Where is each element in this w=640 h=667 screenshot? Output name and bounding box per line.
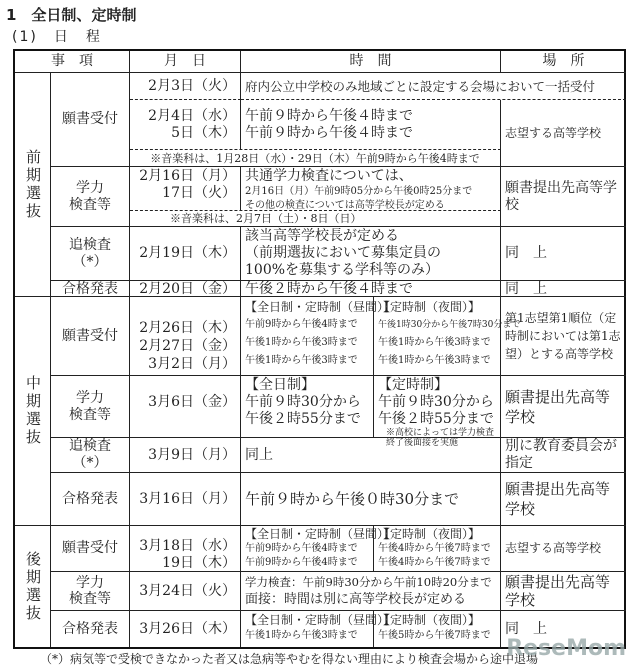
zenki-gokaku-date: 2月20日（金） [130,281,241,297]
time: （前期選抜において募集定員の [245,245,441,261]
time: 午後4時から午後7時まで [378,557,491,568]
zenki-gansho-note: ※音楽科は、1月28日（水）・29日（木）午前9時から午後4時まで [130,149,501,167]
label: 追検査 [69,438,111,454]
time: 午前９時から午後４時まで [245,107,413,124]
time: 午後1時30分から午後7時30分まで [378,320,521,330]
time: 午後1時から午後3時まで [245,355,358,366]
zenki-gansho-time1: 府内公立中学校のみ地域ごとに設定する会場において一括受付 [241,73,626,100]
date: 2月26日（木） [139,320,236,336]
time-heading: 【定時制（夜間）】 [378,527,481,541]
zenki-tsui-place: 同 上 [501,227,626,281]
chuki-gansho-dates [130,297,241,376]
chuki-gansho-time-b [374,297,521,376]
zenki-gansho-date1: 2月3日（火） [130,73,241,100]
section-title: 1 全日制、定時制 [6,6,137,24]
zenki-gakuryoku-label [51,167,130,227]
label: 検査等 [69,406,111,423]
label: 学力 [76,575,104,591]
watermark-logo: ReseMom [506,636,626,661]
label: （*） [72,455,108,471]
zenki-gansho-times [241,100,501,149]
time: 該当高等学校長が定める [245,228,399,244]
koki-gokaku-date: 3月26日（木） [130,611,241,647]
koki-gansho-time-a [241,526,396,572]
chuki-gakuryoku-place: 願書提出先高等学校 [501,376,626,438]
chuki-gokaku-time: 午前９時から午後０時30分まで [241,473,501,526]
koki-gokaku-label: 合格発表 [51,611,130,647]
note: ※高校によっては学力検査終了後面接を実施 [386,428,495,448]
date: 2月27日（金） [139,338,236,354]
koki-gakuryoku-place: 願書提出先高等学校 [501,572,626,611]
time: 午後1時から午後3時まで [245,630,358,641]
zenki-tsui-time [241,227,501,281]
time-heading: 【定時制（夜間）】 [378,300,481,314]
time: 100%を募集する学科等のみ） [245,262,440,278]
chuki-gansho-label: 願書受付 [51,297,130,376]
time: 午前９時30分から [245,394,361,410]
zenki-gokaku-label: 合格発表 [51,281,130,297]
header-date: 月 日 [130,51,241,73]
koki-gokaku-place: 同 上 [505,620,547,637]
zenki-gakuryoku-times [241,167,501,210]
label: 学力 [76,179,104,196]
koki-gansho-place: 志望する高等学校 [501,526,626,572]
time: 午後1時から午後3時まで [245,337,358,348]
koki-gansho-label: 願書受付 [51,526,130,572]
zenki-gakuryoku-note: ※音楽科は、2月7日（土）・8日（日） [130,210,501,227]
date: 2月4日（水） [148,107,236,124]
chuki-gakuryoku-time-b [374,376,501,448]
time: 午後1時から午後3時まで [378,355,491,366]
date: 3月2日（月） [148,356,236,372]
header-time: 時 間 [241,51,501,73]
group-koki: 後期選抜 [15,526,51,647]
label: 学力 [76,389,104,406]
koki-gansho-time-b [374,526,501,572]
time: 午後２時55分まで [245,411,361,427]
chuki-tsui-time: 同上 [241,438,501,473]
date: 19日（木） [162,555,236,571]
time: 午後２時55分まで [378,411,494,427]
chuki-tsui-place: 別に教育委員会が指定 [501,438,626,473]
chuki-gakuryoku-time-a [241,376,374,438]
time: 午後4時から午後7時まで [378,543,491,554]
chuki-gokaku-date: 3月16日（月） [130,473,241,526]
time: 面接：時間は別に高等学校長が定める [245,592,467,607]
chuki-gakuryoku-label [51,376,130,438]
time: 午前９時から午後４時まで [245,124,413,141]
zenki-tsui-label [51,227,130,281]
time-heading: 【全日制・定時制（昼間）】 [245,300,396,314]
chuki-gokaku-label: 合格発表 [51,473,130,526]
koki-gakuryoku-label [51,572,130,611]
chuki-gakuryoku-date: 3月6日（金） [130,376,241,438]
time-heading: 【全日制・定時制（昼間）】 [245,613,396,627]
footnote: （*）病気等で受検できなかった者又は急病等やむを得ない理由により検査会場から途中退場 [40,652,539,666]
date: 3月18日（水） [139,538,236,554]
chuki-gansho-time-a [241,297,396,376]
time: 午後1時から午後3時まで [378,337,491,348]
zenki-gansho-place: 志望する高等学校 [501,100,626,167]
koki-gakuryoku-date: 3月24日（火） [130,572,241,611]
zenki-gokaku-time: 午後２時から午後４時まで [241,281,501,297]
date: 5日（木） [171,124,236,141]
time: 午前9時から午後4時まで [245,557,358,568]
koki-gakuryoku-time [241,572,501,611]
time: 午前９時30分から [378,394,494,410]
zenki-gakuryoku-dates [130,167,241,210]
zenki-gansho-label: 願書受付 [51,73,130,167]
label: 追検査 [69,236,111,253]
time-heading: 【全日制・定時制（昼間）】 [245,527,396,541]
chuki-tsui-date: 3月9日（月） [130,438,241,473]
time: 午前9時から午後4時まで [245,319,358,330]
chuki-gokaku-place: 願書提出先高等学校 [501,473,626,526]
zenki-gakuryoku-place: 願書提出先高等学校 [501,167,626,227]
zenki-gansho-dates [130,100,241,149]
date: 17日（火） [162,185,236,201]
zenki-tsui-date: 2月19日（木） [130,227,241,281]
chuki-tsui-label [51,438,130,473]
time: 共通学力検査については、 [245,168,413,184]
group-zenki: 前期選抜 [15,73,51,297]
zenki-gokaku-place: 同 上 [501,281,626,297]
time: 学力検査：午前9時30分から午前10時20分まで [245,575,492,589]
date: 2月16日（月） [139,168,236,184]
time: その他の検査については高等学校長が定める [245,200,445,211]
label: 検査等 [69,196,111,213]
koki-gokaku-time-a [241,611,396,647]
group-chuki: 中期選抜 [15,297,51,526]
time: 午後5時から午後7時まで [378,630,491,641]
time-heading: 【定時制】 [378,377,448,393]
label: （*） [72,253,108,270]
header-place: 場 所 [501,51,626,73]
schedule-table [13,49,626,649]
time: 2月16日（月）午前9時05分から午後0時25分まで [245,186,473,197]
time-heading: 【定時制（夜間）】 [378,613,481,627]
koki-gansho-dates [130,526,241,572]
time: 午前9時から午後4時まで [245,543,358,554]
header-item: 事 項 [15,51,130,73]
koki-gokaku-time-b [374,611,501,647]
chuki-gansho-place: 第1志望第1順位（定時制においては第1志望）とする高等学校 [501,297,626,376]
time-heading: 【全日制】 [245,377,315,393]
label: 検査等 [69,591,111,607]
subsection-title: (1) 日 程 [12,29,102,45]
